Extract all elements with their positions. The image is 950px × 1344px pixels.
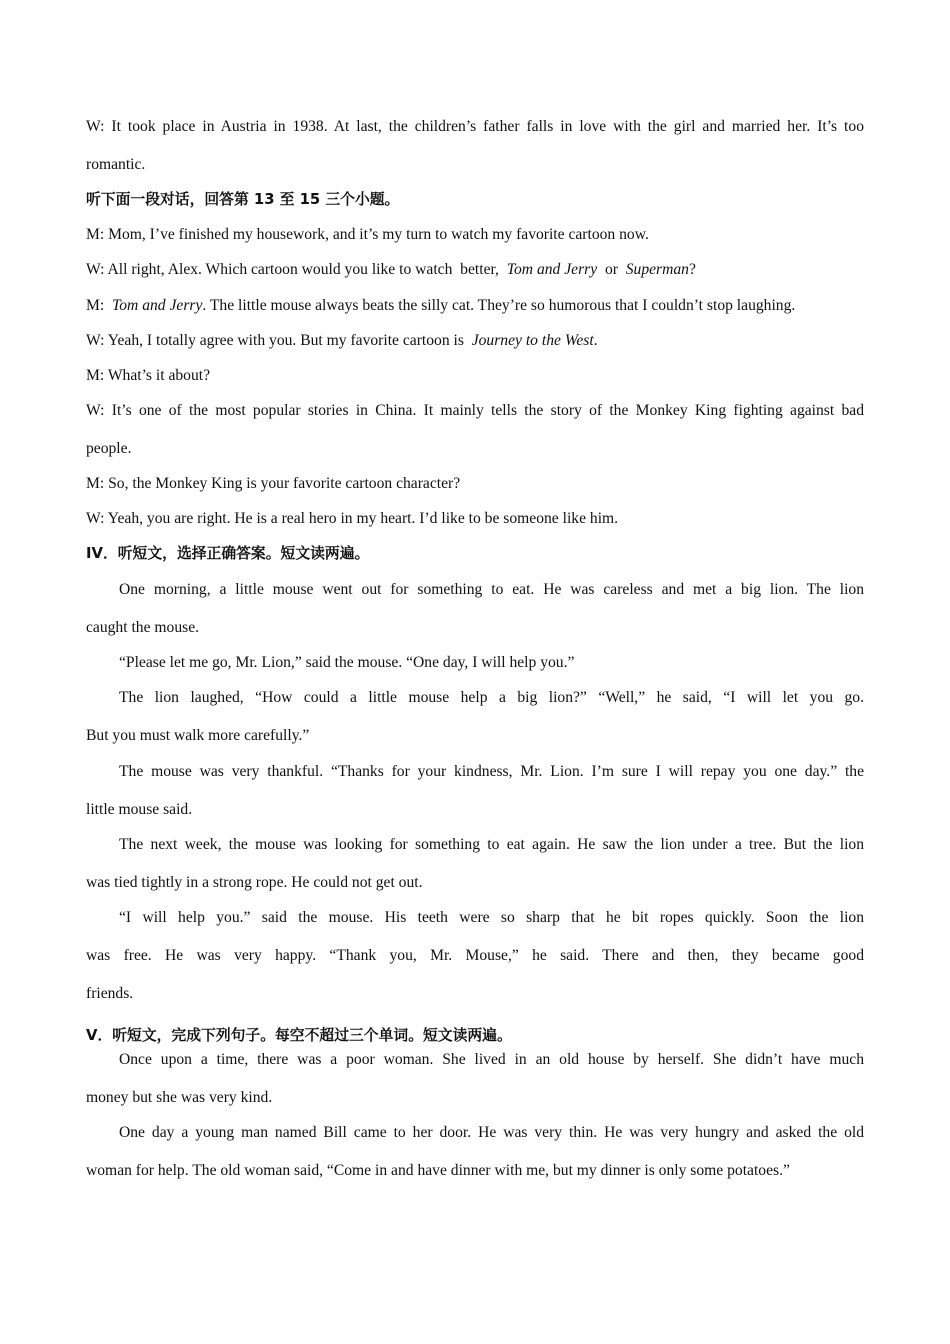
dialogue-line: M: Mom, I’ve finished my housework, and it’s my turn to watch my favorite cartoon now. [86, 226, 649, 243]
passage-line: One day a young man named Bill came to her door. He was very thin. He was very hungry and asked the old [119, 1124, 864, 1141]
passage-line: The mouse was very thankful. “Thanks for your kindness, Mr. Lion. I’m sure I will repay you one day.” the [119, 763, 864, 780]
dialogue-line: W: It’s one of the most popular stories in China. It mainly tells the story of the Monkey King fighting against bad [86, 402, 864, 419]
passage-line: was tied tightly in a strong rope. He could not get out. [86, 874, 423, 891]
cartoon-title: Superman [625, 261, 689, 278]
dialogue-text: or [597, 261, 626, 278]
passage-line: The next week, the mouse was looking for something to eat again. He saw the lion under a tree. But the lion [119, 836, 864, 853]
passage-line: was free. He was very happy. “Thank you, Mr. Mouse,” he said. There and then, they became good [86, 947, 864, 964]
dialogue-text: W: Yeah, I totally agree with you. But my favorite cartoon is [86, 332, 472, 349]
dialogue-line: M: So, the Monkey King is your favorite cartoon character? [86, 475, 461, 492]
dialogue-line: W: Yeah, you are right. He is a real hero in my heart. I’d like to be someone like him. [86, 510, 619, 527]
cartoon-title: Tom and Jerry [506, 261, 598, 278]
passage-line: “Please let me go, Mr. Lion,” said the mouse. “One day, I will help you.” [119, 654, 575, 671]
passage-line: The lion laughed, “How could a little mouse help a big lion?” “Well,” he said, “I will let you go. [119, 689, 864, 706]
passage-line: woman for help. The old woman said, “Come in and have dinner with me, but my dinner is only some potatoes.” [86, 1162, 790, 1179]
passage-line: friends. [86, 985, 134, 1002]
section-heading-iv: IV．听短文，选择正确答案。短文读两遍。 [86, 545, 370, 562]
section-heading-v: V．听短文，完成下列句子。每空不超过三个单词。短文读两遍。 [86, 1027, 512, 1044]
dialogue-text: . The little mouse always beats the silly cat. They’re so humorous that I couldn’t stop laughing. [202, 297, 796, 314]
passage-line: “I will help you.” said the mouse. His teeth were so sharp that he bit ropes quickly. Soon the lion [119, 909, 864, 926]
dialogue-text: . [593, 332, 598, 349]
passage-line: But you must walk more carefully.” [86, 727, 310, 744]
dialogue-line [86, 296, 864, 316]
passage-line: caught the mouse. [86, 619, 200, 636]
dialogue-line [86, 260, 864, 280]
passage-line: little mouse said. [86, 801, 193, 818]
passage-line: money but she was very kind. [86, 1089, 273, 1106]
cartoon-title: Tom and Jerry [112, 297, 203, 314]
dialogue-text: ? [688, 261, 696, 278]
dialogue-line [86, 331, 864, 351]
passage-line: Once upon a time, there was a poor woman. She lived in an old house by herself. She didn’t have much [119, 1051, 864, 1068]
cartoon-title: Journey to the West [471, 332, 594, 349]
passage-line: One morning, a little mouse went out for something to eat. He was careless and met a big lion. The lion [119, 581, 864, 598]
dialogue-line: W: It took place in Austria in 1938. At last, the children’s father falls in love with the girl and married her. It’s too [86, 118, 864, 135]
dialogue-text: W: All right, Alex. Which cartoon would you like to watch better, [86, 261, 507, 278]
dialogue-text: M: [86, 297, 112, 314]
dialogue-line: M: What’s it about? [86, 367, 211, 384]
section-heading-dialogue: 听下面一段对话，回答第 13 至 15 三个小题。 [86, 191, 400, 208]
dialogue-line: people. [86, 440, 132, 457]
dialogue-line: romantic. [86, 156, 146, 173]
